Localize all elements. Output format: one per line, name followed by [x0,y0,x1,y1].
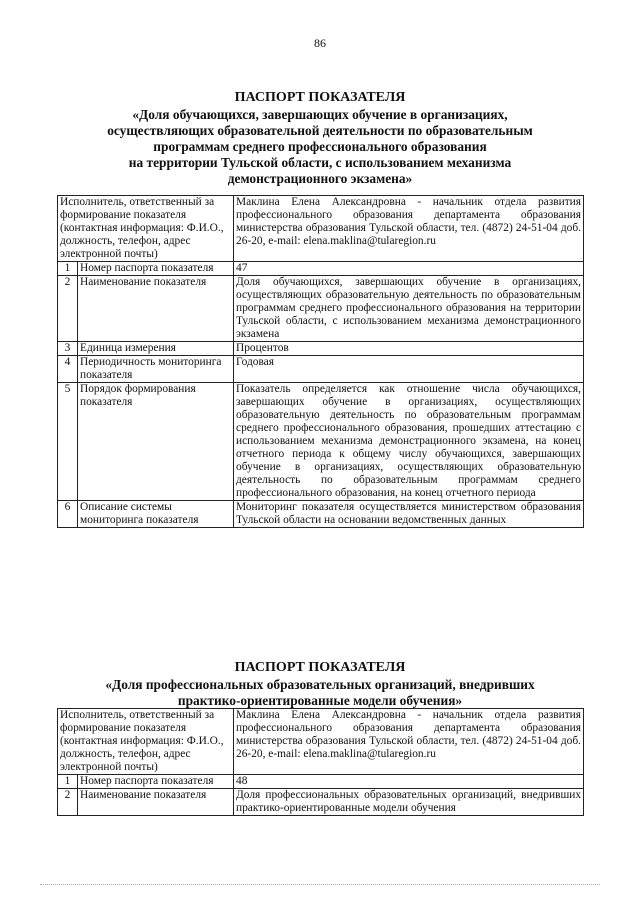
row-number: 5 [58,383,78,501]
row-label: Исполнитель, ответственный за формирование показателя (контактная информация: Ф.И.О., должность, телефон, адрес электронной почты) [58,709,234,775]
passport-2-subtitle-line: практико-ориентированные модели обучения» [177,693,463,708]
row-value: 48 [234,775,584,789]
table-row [58,775,584,789]
row-label: Порядок формирования показателя [78,383,234,501]
passport-1-heading: ПАСПОРТ ПОКАЗАТЕЛЯ [234,90,406,105]
row-value: Процентов [234,342,584,356]
page-number: 86 [314,36,326,50]
row-number: 6 [58,501,78,528]
row-label: Единица измерения [78,342,234,356]
passport-1-subtitle-line: «Доля обучающихся, завершающих обучение в организациях, [132,107,508,122]
row-label: Номер паспорта показателя [78,775,234,789]
table-row [58,501,584,528]
bottom-divider [40,884,600,885]
row-value: Показатель определяется как отношение числа обучающихся, завершающих обучение в организациях, осуществляющих образовательную деятельность по образовательным программам среднего профессионального образования, прошедших аттестацию с использованием механизма демонстрационного экзамена, на конец отчетного периода к общему числу обучающихся, завершающих обучение в организациях, осуществляющих образовательную деятельность по образовательным программам среднего профессионального образования, на конец отчетного периода [234,383,584,501]
passport-2-subtitle-line: «Доля профессиональных образовательных организаций, внедривших [105,677,535,692]
table-row [58,196,584,262]
passport-1-subtitle-line: демонстрационного экзамена» [227,171,413,186]
row-label: Наименование показателя [78,789,234,816]
row-number: 4 [58,356,78,383]
table-row [58,356,584,383]
row-value: Доля профессиональных образовательных организаций, внедривших практико-ориентированные модели обучения [234,789,584,816]
passport-1-title [40,90,600,187]
row-label: Периодичность мониторинга показателя [78,356,234,383]
row-value: Маклина Елена Александровна - начальник отдела развития профессионального образования департамента образования министерства образования Тульской области, тел. (4872) 24-51-04 доб. 26-20, e-mail: elena.maklina@tularegion.ru [234,709,584,775]
row-value: Мониторинг показателя осуществляется министерством образования Тульской области на основании ведомственных данных [234,501,584,528]
passport-2-table [57,708,584,816]
passport-1-subtitle-line: на территории Тульской области, с использованием механизма [128,155,512,170]
passport-1-table [57,195,584,528]
row-label: Описание системы мониторинга показателя [78,501,234,528]
passport-2-heading: ПАСПОРТ ПОКАЗАТЕЛЯ [234,660,406,675]
table-row [58,709,584,775]
passport-1-subtitle-line: программам среднего профессионального образования [153,139,487,154]
row-value: Годовая [234,356,584,383]
row-value: Доля обучающихся, завершающих обучение в организациях, осуществляющих образовательную деятельность по образовательным программам среднего профессионального образования на территории Тульской области, с использованием механизма демонстрационного экзамена [234,276,584,342]
row-label: Номер паспорта показателя [78,262,234,276]
passport-2-title [40,660,600,709]
table-row [58,276,584,342]
table-row [58,342,584,356]
row-label: Наименование показателя [78,276,234,342]
row-label: Исполнитель, ответственный за формирование показателя (контактная информация: Ф.И.О., должность, телефон, адрес электронной почты) [58,196,234,262]
table-row [58,262,584,276]
row-number: 2 [58,276,78,342]
passport-1-subtitle-line: осуществляющих образовательной деятельности по образовательным [107,123,533,138]
row-value: 47 [234,262,584,276]
row-number: 3 [58,342,78,356]
row-value: Маклина Елена Александровна - начальник отдела развития профессионального образования департамента образования министерства образования Тульской области, тел. (4872) 24-51-04 доб. 26-20, e-mail: elena.maklina@tularegion.ru [234,196,584,262]
row-number: 2 [58,789,78,816]
row-number: 1 [58,775,78,789]
row-number: 1 [58,262,78,276]
table-row [58,383,584,501]
table-row [58,789,584,816]
